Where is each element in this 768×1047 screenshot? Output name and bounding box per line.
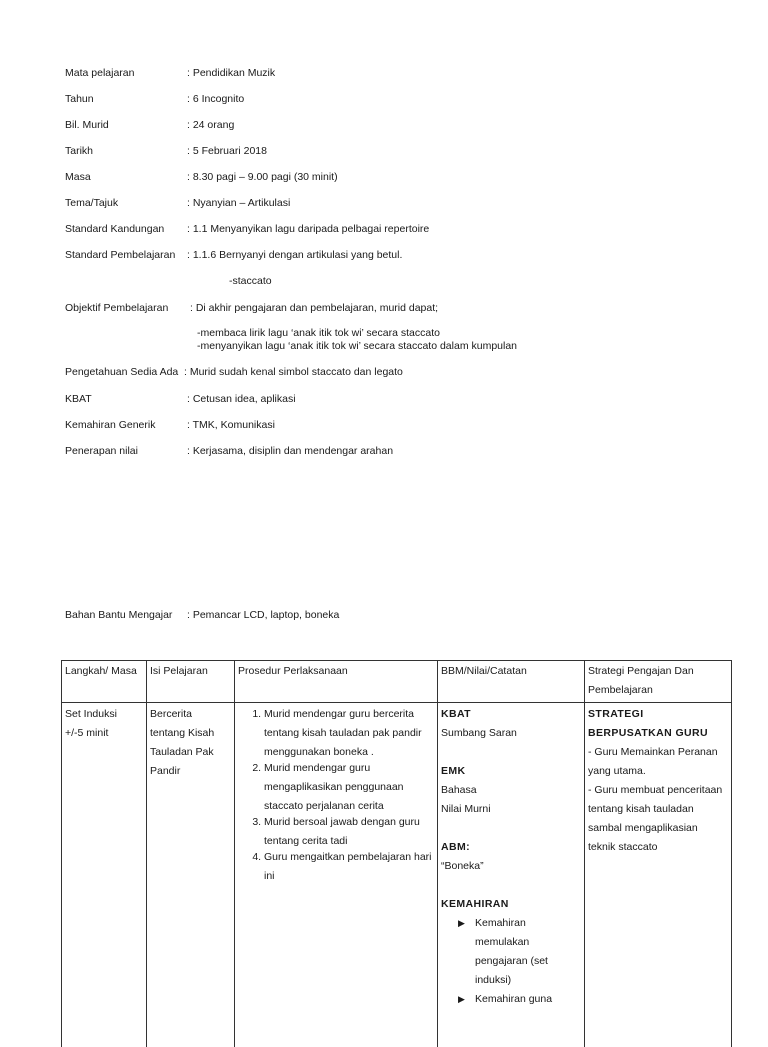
lesson-procedure-table xyxy=(61,660,732,1047)
field-value: : 6 Incognito xyxy=(187,93,244,106)
header-langkah-masa: Langkah/ Masa xyxy=(62,661,147,703)
header-prosedur: Prosedur Perlaksanaan xyxy=(235,661,438,703)
kbat-title: KBAT xyxy=(441,705,581,724)
langkah-line: Set Induksi xyxy=(65,705,143,724)
field-value: : Nyanyian – Artikulasi xyxy=(187,197,290,210)
field-label: Mata pelajaran xyxy=(65,67,134,80)
header-bbm-nilai-catatan: BBM/Nilai/Catatan xyxy=(438,661,585,703)
cell-prosedur xyxy=(235,703,438,1047)
field-label: Tahun xyxy=(65,93,94,106)
field-label: Bil. Murid xyxy=(65,119,109,132)
field-label: Masa xyxy=(65,171,91,184)
cell-langkah xyxy=(62,703,147,1047)
field-value: : Pendidikan Muzik xyxy=(187,67,275,80)
field-label: KBAT xyxy=(65,393,92,406)
kemahiran-text: Kemahiran guna xyxy=(475,990,581,1009)
field-value: : 5 Februari 2018 xyxy=(187,145,267,158)
field-value: : Pemancar LCD, laptop, boneka xyxy=(187,609,339,622)
arrow-bullet-icon: ▶ xyxy=(458,914,465,933)
arrow-bullet-icon: ▶ xyxy=(458,990,465,1009)
isi-line: Bercerita xyxy=(150,705,231,724)
field-label: Pengetahuan Sedia Ada xyxy=(65,366,178,379)
field-value: : 24 orang xyxy=(187,119,234,132)
cell-isi xyxy=(147,703,235,1047)
isi-line: Tauladan Pak xyxy=(150,743,231,762)
header-strategi: Strategi Pengajan Dan Pembelajaran xyxy=(585,661,732,703)
field-label: Kemahiran Generik xyxy=(65,419,155,432)
standard-pembelajaran-sub: -staccato xyxy=(229,275,272,288)
strategi-item: - Guru Memainkan Peranan yang utama. xyxy=(588,743,728,781)
objektif-line: -menyanyikan lagu ‘anak itik tok wi’ secara staccato dalam kumpulan xyxy=(197,340,517,353)
header-isi-pelajaran: Isi Pelajaran xyxy=(147,661,235,703)
kbat-text: Sumbang Saran xyxy=(441,724,581,743)
field-label: Tarikh xyxy=(65,145,93,158)
cell-bbm xyxy=(438,703,585,1047)
cell-strategi xyxy=(585,703,732,1047)
kemahiran-item xyxy=(455,990,581,1009)
field-label: Objektif Pembelajaran xyxy=(65,302,168,315)
emk-title: EMK xyxy=(441,762,581,781)
emk-item: Bahasa xyxy=(441,781,581,800)
procedure-step: 1. Murid mendengar guru bercerita tentang kisah tauladan pak pandir menggunakan boneka . xyxy=(264,705,434,762)
field-value: : Kerjasama, disiplin dan mendengar arahan xyxy=(187,445,393,458)
procedure-step: 4. Guru mengaitkan pembelajaran hari ini xyxy=(264,848,434,886)
field-value: : TMK, Komunikasi xyxy=(187,419,275,432)
field-label: Bahan Bantu Mengajar xyxy=(65,609,172,622)
table-row xyxy=(62,703,732,1047)
kemahiran-item xyxy=(455,914,581,990)
table-header-row xyxy=(62,661,732,703)
langkah-line: +/-5 minit xyxy=(65,724,143,743)
field-value: : Murid sudah kenal simbol staccato dan legato xyxy=(184,366,403,379)
abm-title: ABM: xyxy=(441,838,581,857)
isi-line: tentang Kisah xyxy=(150,724,231,743)
emk-item: Nilai Murni xyxy=(441,800,581,819)
field-label: Penerapan nilai xyxy=(65,445,138,458)
abm-text: “Boneka” xyxy=(441,857,581,876)
field-value: : Di akhir pengajaran dan pembelajaran, murid dapat; xyxy=(190,302,438,315)
isi-line: Pandir xyxy=(150,762,231,781)
field-label: Tema/Tajuk xyxy=(65,197,118,210)
strategi-title: STRATEGI BERPUSATKAN GURU xyxy=(588,705,728,743)
field-value: : 1.1 Menyanyikan lagu daripada pelbagai repertoire xyxy=(187,223,429,236)
field-value: : 8.30 pagi – 9.00 pagi (30 minit) xyxy=(187,171,338,184)
field-label: Standard Kandungan xyxy=(65,223,164,236)
field-value: : Cetusan idea, aplikasi xyxy=(187,393,296,406)
field-label: Standard Pembelajaran xyxy=(65,249,175,262)
procedure-step: 3. Murid bersoal jawab dengan guru tentang cerita tadi xyxy=(264,813,434,851)
objektif-line: -membaca lirik lagu ‘anak itik tok wi’ secara staccato xyxy=(197,327,440,340)
kemahiran-list xyxy=(441,914,581,1009)
procedure-step: 2. Murid mendengar guru mengaplikasikan penggunaan staccato perjalanan cerita xyxy=(264,759,434,816)
field-value: : 1.1.6 Bernyanyi dengan artikulasi yang betul. xyxy=(187,249,402,262)
kemahiran-title: KEMAHIRAN xyxy=(441,895,581,914)
kemahiran-text: Kemahiran memulakan pengajaran (set induksi) xyxy=(475,914,581,990)
strategi-item: - Guru membuat penceritaan tentang kisah tauladan sambal mengaplikasian teknik staccato xyxy=(588,781,728,857)
procedure-list xyxy=(238,705,434,886)
